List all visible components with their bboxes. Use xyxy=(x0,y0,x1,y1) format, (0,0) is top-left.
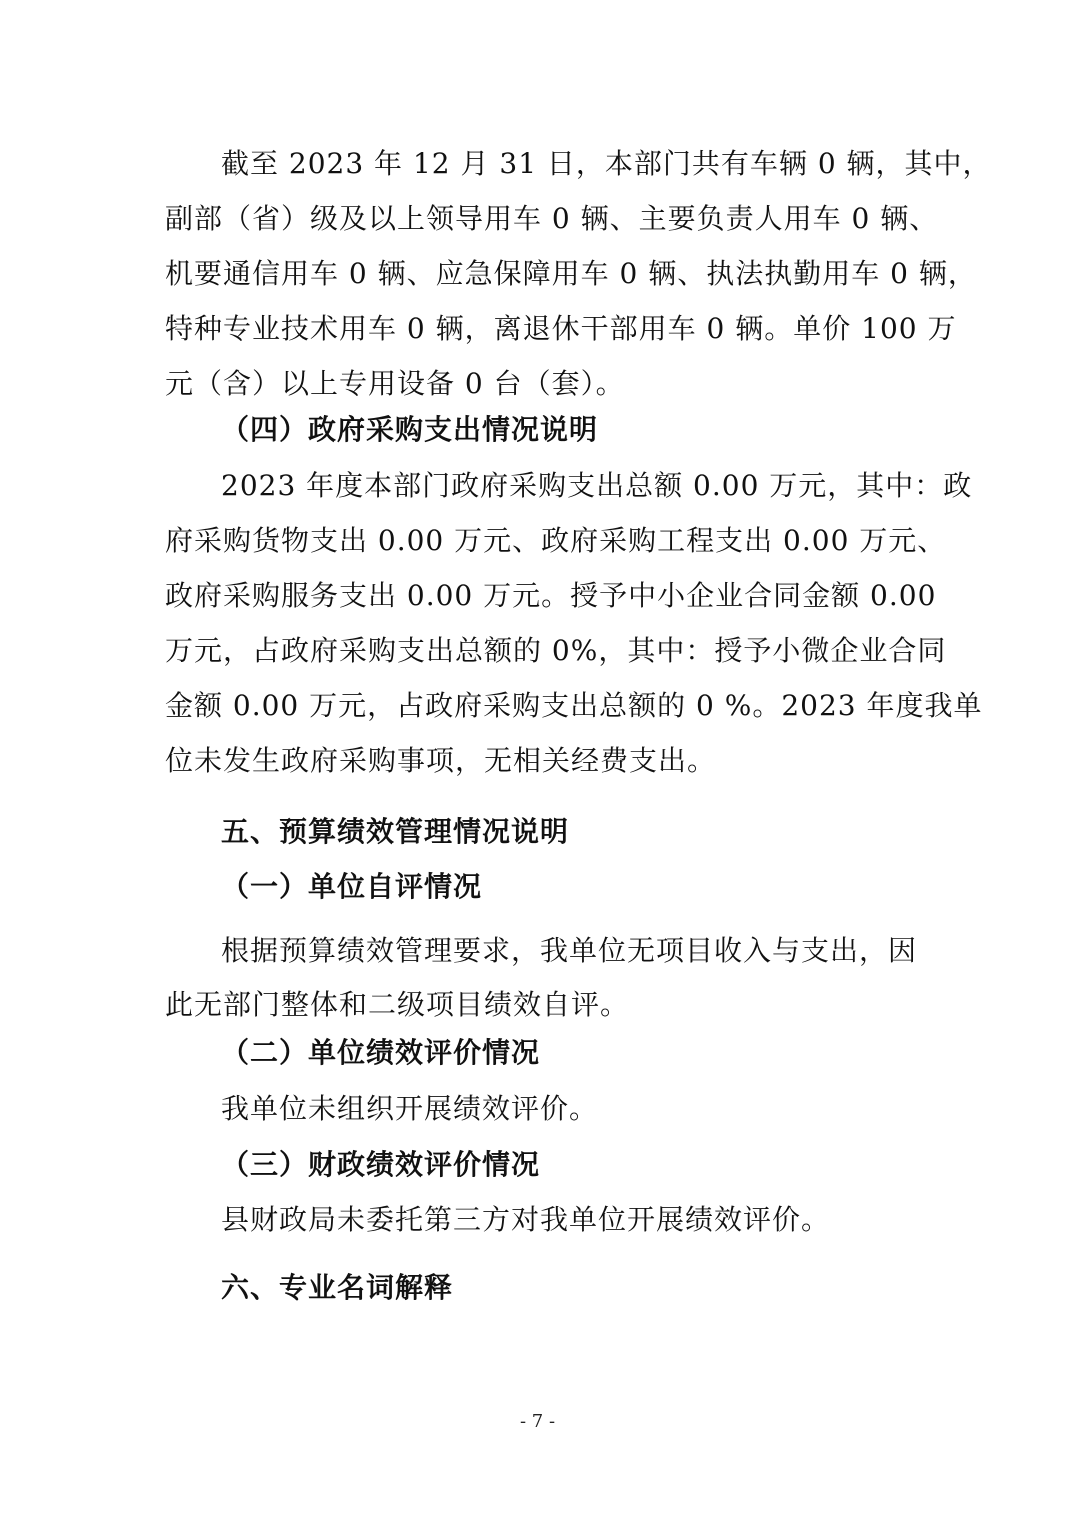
section5-sub2-line-1: 我单位未组织开展绩效评价。 xyxy=(221,1092,599,1125)
procurement-line-5: 金额 0.00 万元，占政府采购支出总额的 0 %。2023 年度我单 xyxy=(165,689,983,722)
vehicle-paragraph-line-3: 机要通信用车 0 辆、应急保障用车 0 辆、执法执勤用车 0 辆， xyxy=(165,257,977,290)
procurement-line-3: 政府采购服务支出 0.00 万元。授予中小企业合同金额 0.00 xyxy=(165,579,937,612)
procurement-line-4: 万元，占政府采购支出总额的 0%，其中：授予小微企业合同 xyxy=(165,634,947,667)
vehicle-paragraph-line-4: 特种专业技术用车 0 辆，离退休干部用车 0 辆。单价 100 万 xyxy=(165,312,957,345)
vehicle-paragraph-line-5: 元（含）以上专用设备 0 台（套）。 xyxy=(165,367,625,400)
page-number: - 7 - xyxy=(519,1411,556,1432)
section5-sub2-heading: （二）单位绩效评价情况 xyxy=(221,1036,541,1069)
section5-sub3-line-1: 县财政局未委托第三方对我单位开展绩效评价。 xyxy=(221,1203,831,1236)
vehicle-paragraph-line-1: 截至 2023 年 12 月 31 日，本部门共有车辆 0 辆，其中， xyxy=(221,147,992,180)
procurement-heading: （四）政府采购支出情况说明 xyxy=(221,413,599,446)
procurement-line-6: 位未发生政府采购事项，无相关经费支出。 xyxy=(165,744,717,777)
section5-sub1-heading: （一）单位自评情况 xyxy=(221,870,483,903)
section5-sub3-heading: （三）财政绩效评价情况 xyxy=(221,1148,541,1181)
section6-heading: 六、专业名词解释 xyxy=(221,1271,454,1304)
section5-heading: 五、预算绩效管理情况说明 xyxy=(221,815,570,848)
procurement-line-2: 府采购货物支出 0.00 万元、政府采购工程支出 0.00 万元、 xyxy=(165,524,947,557)
procurement-line-1: 2023 年度本部门政府采购支出总额 0.00 万元，其中：政 xyxy=(221,469,973,502)
vehicle-paragraph-line-2: 副部（省）级及以上领导用车 0 辆、主要负责人用车 0 辆、 xyxy=(165,202,939,235)
section5-sub1-line-2: 此无部门整体和二级项目绩效自评。 xyxy=(165,988,630,1021)
section5-sub1-line-1: 根据预算绩效管理要求，我单位无项目收入与支出，因 xyxy=(221,934,918,967)
